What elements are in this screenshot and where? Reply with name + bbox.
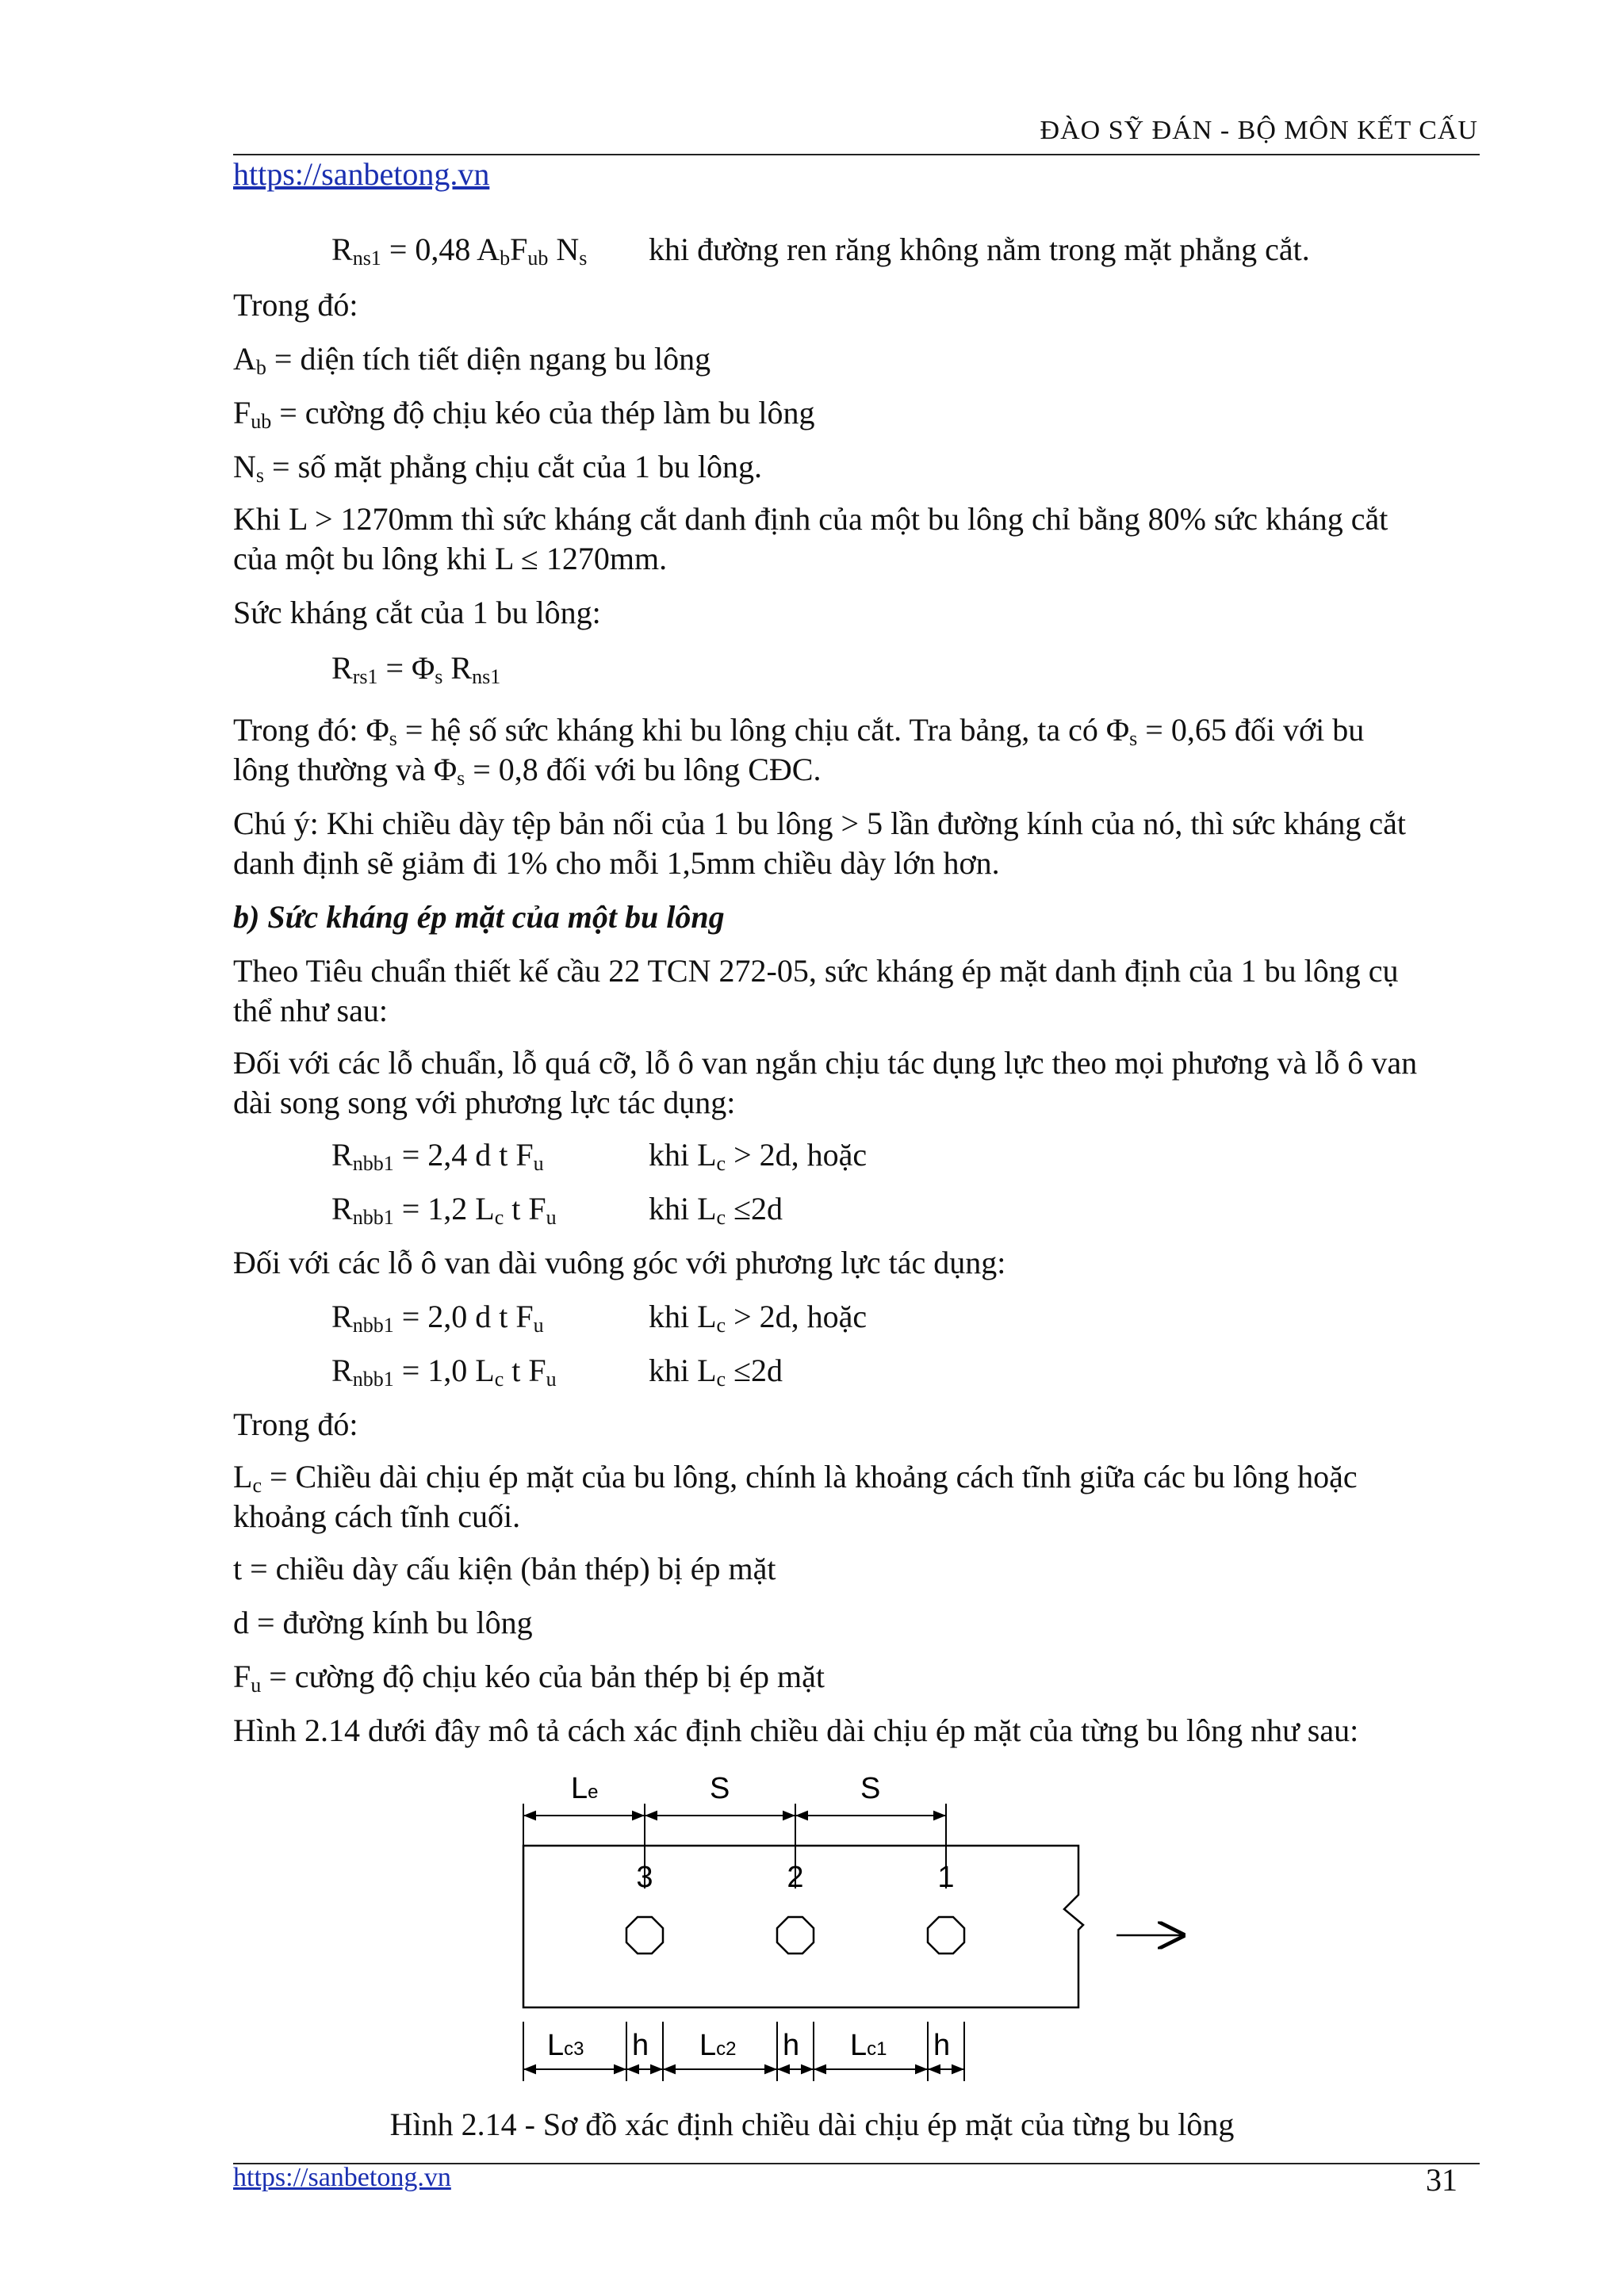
bolt-hole-2 [777, 1917, 814, 1954]
equation-rnbb1-b: $R_{nbb1} = 1,2$ $L_c$ t $F_u$ [331, 1191, 557, 1229]
equation-rnbb1-a: $R_{nbb1} = 2,4$ d t $F_u$ [331, 1137, 544, 1175]
equation-rrs1: $R_{rs1} = \Phi_s$ $R_{ns1}$ [331, 650, 501, 688]
bolt-hole-3 [626, 1917, 663, 1954]
equation-rns1-condition: khi đường ren răng không nằm trong mặt phẳng cắt. [649, 232, 1310, 267]
paragraph-chu-y-line-1: Chú ý: Khi chiều dày tệp bản nối của 1 bu lông > 5 lần đường kính của nó, thì sức kháng cắt [233, 806, 1407, 841]
paragraph-khi-l-line-1: Khi L > 1270mm thì sức kháng cắt danh định của một bu lông chỉ bằng 80% sức kháng cắt [233, 501, 1388, 537]
trong-do-label: Trong đó: [233, 287, 358, 323]
paragraph-doi-voi-2: Đối với các lỗ ô van dài vuông góc với phương lực tác dụng: [233, 1245, 1006, 1280]
definition-ab: $A_b$ = diện tích tiết diện ngang bu lông [233, 341, 711, 379]
header-title: ĐÀO SỸ ĐÁN - BỘ MÔN KẾT CẤU [1040, 116, 1478, 145]
equation-rnbb1-c: $R_{nbb1} = 2,0$ d t $F_u$ [331, 1299, 544, 1337]
label-lc3: Lc3 [547, 2029, 584, 2062]
definition-d: d = đường kính bu lông [233, 1605, 533, 1640]
figure-caption: Hình 2.14 - Sơ đồ xác định chiều dài chịu ép mặt của từng bu lông [389, 2107, 1235, 2142]
page-number: 31 [1426, 2162, 1457, 2198]
bolt-hole-1 [928, 1917, 964, 1954]
paragraph-doi-voi-1-line-1: Đối với các lỗ chuẩn, lỗ quá cỡ, lỗ ô van ngắn chịu tác dụng lực theo mọi phương và lỗ ô van [233, 1045, 1418, 1081]
bolt-label-2: 2 [787, 1861, 804, 1894]
equation-rnbb1-d: $R_{nbb1} = 1,0$ $L_c$ t $F_u$ [331, 1353, 557, 1391]
label-lc2: Lc2 [699, 2029, 737, 2062]
definition-t: t = chiều dày cấu kiện (bản thép) bị ép mặt [233, 1551, 776, 1586]
definition-ns: $N_s$ = số mặt phẳng chịu cắt của 1 bu lông. [233, 449, 762, 487]
paragraph-chu-y-line-2: danh định sẽ giảm đi 1% cho mỗi 1,5mm chiều dày lớn hơn. [233, 845, 1000, 881]
label-h-1: h [933, 2029, 951, 2062]
paragraph-theo-line-1: Theo Tiêu chuẩn thiết kế cầu 22 TCN 272-05, sức kháng ép mặt danh định của 1 bu lông cụ [233, 953, 1399, 989]
equation-rns1: $R_{ns1} = 0,48$ $A_bF_{ub}$ $N_s$ [331, 232, 588, 270]
paragraph-phi-line-2: lông thường và $\Phi_s = 0,8$ đối với bu lông CĐC. [233, 752, 822, 790]
label-le: Le [571, 1772, 599, 1805]
label-h-2: h [783, 2029, 800, 2062]
equation-rnbb1-a-condition: khi $L_c > 2d$, hoặc [649, 1137, 868, 1175]
definition-lc-line-1: $L_c$ = Chiều dài chịu ép mặt của bu lông, chính là khoảng cách tĩnh giữa các bu lông hoặc [233, 1459, 1358, 1497]
suc-khang-cat-label: Sức kháng cắt của 1 bu lông: [233, 595, 601, 630]
figure-bolt-bearing-diagram [508, 1760, 1205, 2101]
definition-lc-line-2: khoảng cách tĩnh cuối. [233, 1498, 521, 1534]
paragraph-phi-line-1: Trong đó: $\Phi_s$ = hệ số sức kháng khi bu lông chịu cắt. Tra bảng, ta có $\Phi_s = 0,65$ đối với bu [233, 712, 1365, 750]
label-h-3: h [632, 2029, 649, 2062]
equation-rnbb1-d-condition: khi $L_c \le 2d$ [649, 1353, 783, 1391]
bolt-label-3: 3 [636, 1861, 653, 1894]
section-heading-b: b) Sức kháng ép mặt của một bu lông [233, 899, 725, 935]
bolt-label-1: 1 [937, 1861, 955, 1894]
header-link[interactable]: https://sanbetong.vn [233, 156, 490, 192]
paragraph-hinh: Hình 2.14 dưới đây mô tả cách xác định chiều dài chịu ép mặt của từng bu lông như sau: [233, 1712, 1359, 1748]
trong-do-label-2: Trong đó: [233, 1406, 358, 1442]
label-lc1: Lc1 [850, 2029, 887, 2062]
definition-fu: $F_u$ = cường độ chịu kéo của bản thép bị ép mặt [233, 1659, 825, 1697]
paragraph-doi-voi-1-line-2: dài song song với phương lực tác dụng: [233, 1085, 736, 1120]
footer-link[interactable]: https://sanbetong.vn [233, 2163, 451, 2192]
definition-fub: $F_{ub}$ = cường độ chịu kéo của thép làm bu lông [233, 395, 815, 433]
paragraph-khi-l-line-2: của một bu lông khi L ≤ 1270mm. [233, 541, 668, 576]
label-s-1: S [710, 1772, 730, 1805]
equation-rnbb1-c-condition: khi $L_c > 2d$, hoặc [649, 1299, 868, 1337]
label-s-2: S [860, 1772, 881, 1805]
equation-rnbb1-b-condition: khi $L_c \le 2d$ [649, 1191, 783, 1229]
paragraph-theo-line-2: thể như sau: [233, 993, 388, 1028]
